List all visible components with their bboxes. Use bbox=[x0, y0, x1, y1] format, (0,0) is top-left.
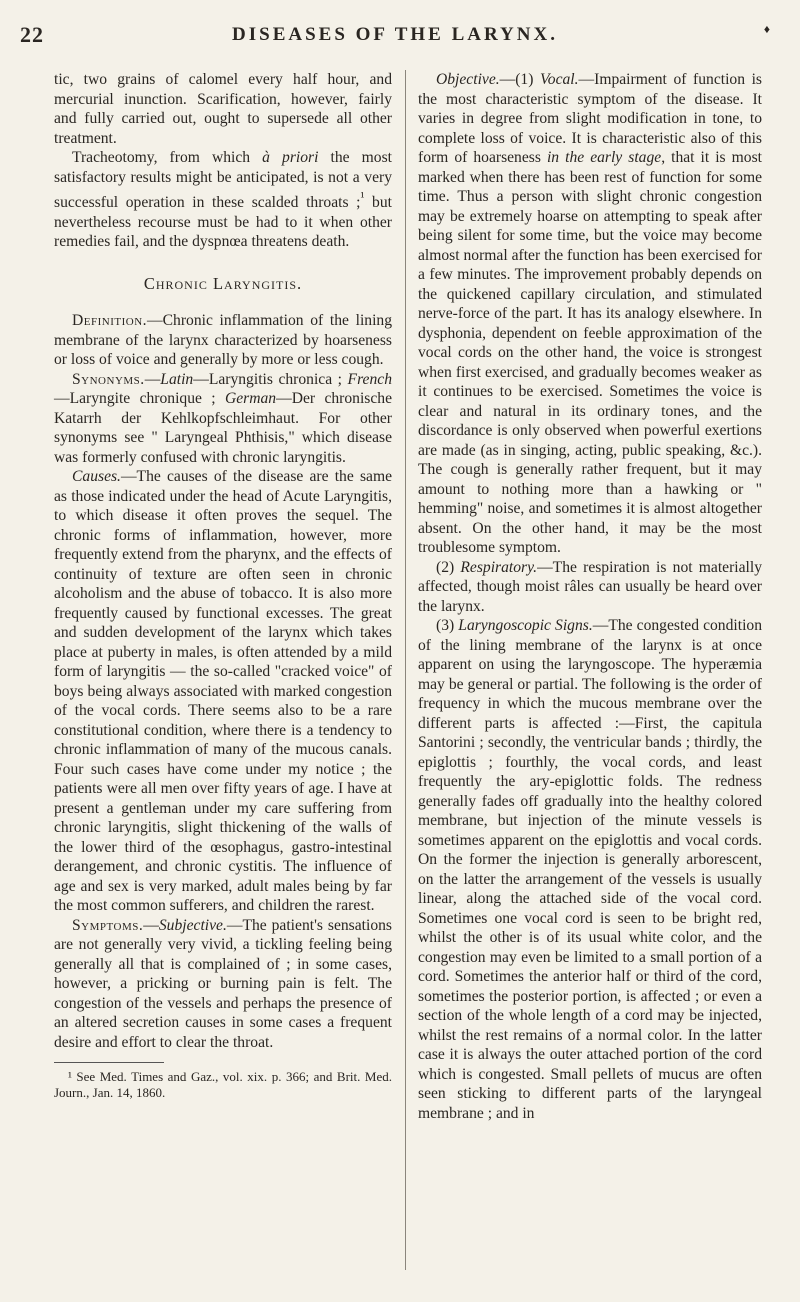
footnote-rule bbox=[54, 1062, 164, 1063]
paragraph-synonyms: Synonyms.—Latin—Laryngitis chronica ; French—Laryngite chronique ; German—Der chronische Katarrh der Kehlkopfschleimhaut. For other synonyms see " Laryngeal Phthisis," which disease was formerly confused with chronic laryngitis. bbox=[54, 370, 392, 466]
running-title: DISEASES OF THE LARYNX. bbox=[232, 24, 558, 45]
paragraph-vocal: Objective.—(1) Vocal.—Impairment of function is the most characteristic symptom of the disease. It varies in degree from slight modification in tone, to complete loss of voice. It is characteristic also of this form of hoarseness in the early stage, that it is most marked when there has been rest of function for some time. Thus a person with slight chronic congestion may be extremely hoarse on attempting to speak after being silent for some time, but the voice may become almost normal after the function has been exercised for a few minutes. The improvement probably depends on the quickened capillary circulation, and stimulated nerve-force of the part. It has its analogy elsewhere. In dysphonia, dependent on feeble approximation of the vocal cords on the other hand, the voice is strongest when first exercised, and gradually becomes weaker as it continues to be exercised. Sometimes the voice is clear and natural in its ordinary tones, and the discordance is only observed when powerful exertions are made (as in singing, acting, public speaking, &c.). The cough is generally rather frequent, but it may amount to nothing more than a hawking or " hemming" noise, and sometimes it is almost altogether absent. On the other hand, it may be the most troublesome symptom. bbox=[418, 71, 762, 556]
paragraph-tracheotomy: Tracheotomy, from which à priori the most satisfactory results might be anticipated, is not a very successful operation in these scalded throats ;$^{^1}$ but nevertheless recourse must be had to it when other remedies fail, and the dyspnœa threatens death. bbox=[54, 149, 392, 251]
paragraph-continuation: tic, two grains of calomel every half hour, and mercurial inunction. Scarification, however, fairly and fully carried out, ought to supersede all other treatment. bbox=[54, 71, 392, 147]
page-number: 22 bbox=[20, 22, 44, 47]
paragraph-laryngoscopic: (3) Laryngoscopic Signs.—The congested condition of the lining membrane of the larynx is at once apparent on using the laryngoscope. The hyperæmia may be general or partial. The following is the order of frequency in which the mucous membrane over the different parts is affected :—First, the capitula Santorini ; secondly, the ventricular bands ; thirdly, the epiglottis ; fourthly, the vocal cords, and least frequently the ary-epiglottic folds. The redness generally fades off gradually into the healthy colored membrane, but injection of the minute vessels is sometimes apparent on the epiglottis and vocal cords. On the former the injection is generally arborescent, on the latter the arrangement of the vessels is usually linear, along the attached side of the vocal cord. Sometimes one vocal cord is seen to be bright red, whilst the other is of its usual white color, and the congestion may even be limited to a small portion of a cord. Sometimes the anterior half or third of the cord, sometimes the posterior portion, is affected ; or even a section of the whole length of a cord may be injected, whilst the rest remains of a normal color. In the latter case it is always the outer attached portion of the cord which is congested. Small pellets of mucus are often seen sticking to different parts of the laryngeal membrane ; and in bbox=[418, 617, 762, 1122]
paragraph-causes: Causes.—The causes of the disease are the same as those indicated under the head of Acute Laryngitis, to which disease it often proves the sequel. The chronic forms of inflammation, however, more frequently extend from the pharynx, and the effects of continuity of texture are often seen in chronic alcoholism and the abuse of tobacco. It is also more frequently caused by functional excesses. The great and sudden development of the larynx which takes place at puberty in males, is often attended by a mild form of laryngitis — the so-called "cracked voice" of boys being always associated with marked congestion of the vocal cords. There seems also to be a rare constitutional condition, where there is a tendency to chronic inflammation of many of the mucous canals. Four such cases have come under my notice ; the patients were all men over fifty years of age. I have at present a gentleman under my care suffering from chronic laryngitis, slight thickening of the walls of the lower third of the œsophagus, gastro-intestinal derangement, and chronic cystitis. The influence of age and sex is very marked, adult males being by far the most common sufferers, and children the rarest. bbox=[54, 468, 392, 915]
corner-mark: ♦ bbox=[763, 22, 770, 36]
left-column bbox=[54, 70, 392, 1101]
right-column bbox=[418, 70, 762, 1123]
page-header bbox=[20, 22, 770, 52]
paragraph-symptoms: Symptoms.—Subjective.—The patient's sensations are not generally very vivid, a tickling feeling being generally all that is complained of ; in some cases, however, a pricking or burning pain is felt. The congestion of the vessels and perhaps the presence of an altered secretion causes in some cases a frequent desire and effort to clear the throat. bbox=[54, 916, 392, 1051]
paragraph-respiratory: (2) Respiratory.—The respiration is not materially affected, though moist râles can usually be heard over the larynx. bbox=[418, 558, 762, 615]
column-divider bbox=[405, 70, 406, 1270]
footnote: ¹ See Med. Times and Gaz., vol. xix. p. 366; and Brit. Med. Journ., Jan. 14, 1860. bbox=[54, 1069, 392, 1101]
paragraph-definition: Definition.—Chronic inflammation of the lining membrane of the larynx characterized by hoarseness or loss of voice and generally by more or less cough. bbox=[54, 312, 392, 369]
section-heading: Chronic Laryngitis. bbox=[143, 273, 303, 293]
